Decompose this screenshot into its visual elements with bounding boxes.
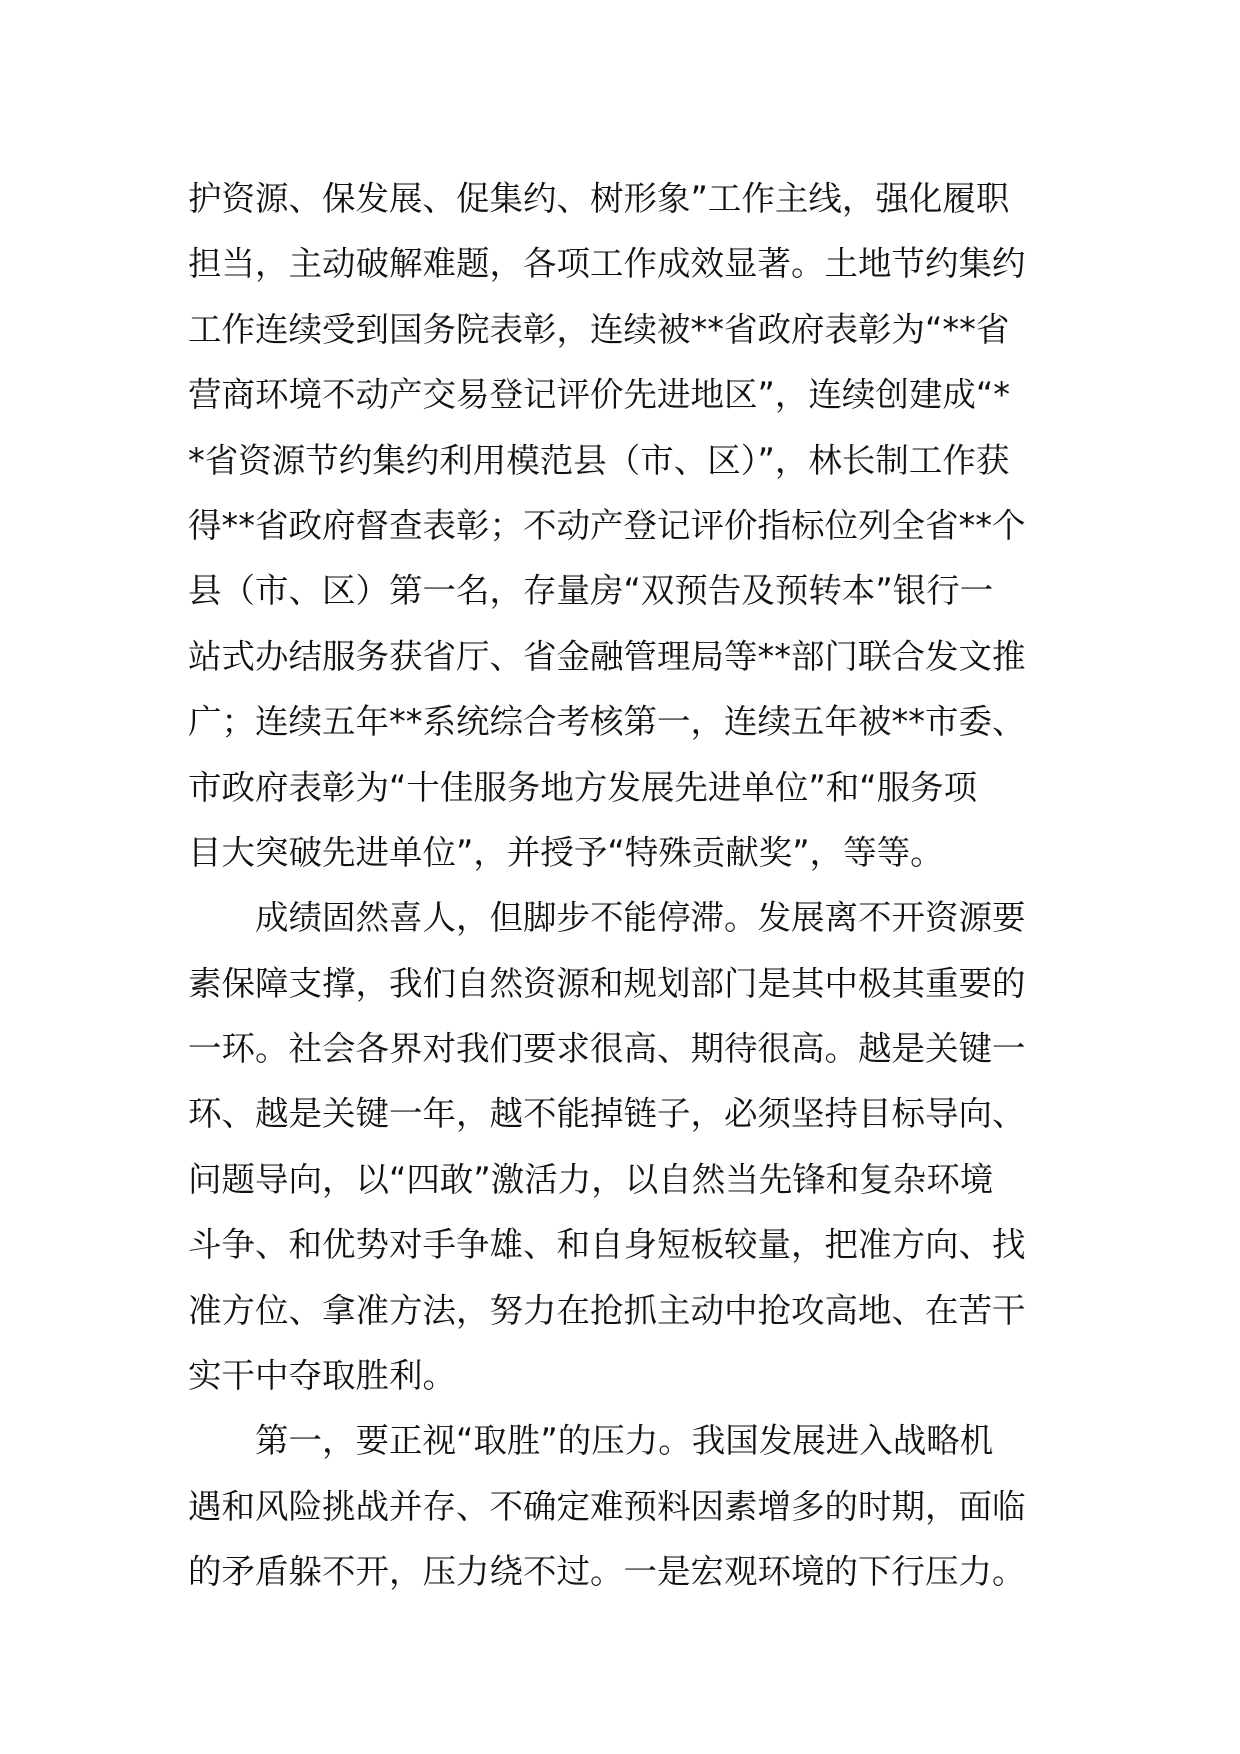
text-line: 目大突破先进单位”，并授予“特殊贡献奖”，等等。 [188, 832, 944, 872]
text-line: 准方位、拿准方法，努力在抢抓主动中抢攻高地、在苦干 [188, 1290, 1026, 1330]
text-line: 素保障支撑，我们自然资源和规划部门是其中极其重要的 [188, 963, 1026, 1003]
paragraph-start-line: 第一，要正视“取胜”的压力。我国发展进入战略机 [188, 1421, 994, 1461]
text-line: 实干中夺取胜利。 [188, 1356, 456, 1396]
text-line: 工作连续受到国务院表彰，连续被**省政府表彰为“**省 [188, 309, 1010, 349]
text-line: 县（市、区）第一名，存量房“双预告及预转本”银行一 [188, 571, 994, 611]
text-line: 斗争、和优势对手争雄、和自身短板较量，把准方向、找 [188, 1225, 1026, 1265]
body-text [188, 166, 1058, 1605]
text-line: 护资源、保发展、促集约、树形象”工作主线，强化履职 [188, 179, 1010, 218]
paragraph-start-line: 成绩固然喜人，但脚步不能停滞。发展离不开资源要 [188, 898, 1026, 938]
text-line: 得**省政府督查表彰；不动产登记评价指标位列全省**个 [188, 505, 1026, 545]
text-line: *省资源节约集约利用模范县（市、区）”，林长制工作获 [188, 440, 1010, 480]
text-line: 遇和风险挑战并存、不确定难预料因素增多的时期，面临 [188, 1486, 1026, 1526]
text-line: 站式办结服务获省厅、省金融管理局等**部门联合发文推 [188, 636, 1026, 676]
text-line: 市政府表彰为“十佳服务地方发展先进单位”和“服务项 [188, 767, 978, 807]
text-line: 一环。社会各界对我们要求很高、期待很高。越是关键一 [188, 1029, 1026, 1069]
text-line: 环、越是关键一年，越不能掉链子，必须坚持目标导向、 [188, 1094, 1026, 1134]
text-line: 问题导向，以“四敢”激活力，以自然当先锋和复杂环境 [188, 1159, 994, 1199]
text-line: 的矛盾躲不开，压力绕不过。一是宏观环境的下行压力。 [188, 1552, 1026, 1592]
text-line: 营商环境不动产交易登记评价先进地区”，连续创建成“* [188, 375, 1010, 415]
text-line: 广；连续五年**系统综合考核第一，连续五年被**市委、 [188, 702, 1026, 742]
text-line: 担当，主动破解难题，各项工作成效显著。土地节约集约 [188, 244, 1026, 284]
